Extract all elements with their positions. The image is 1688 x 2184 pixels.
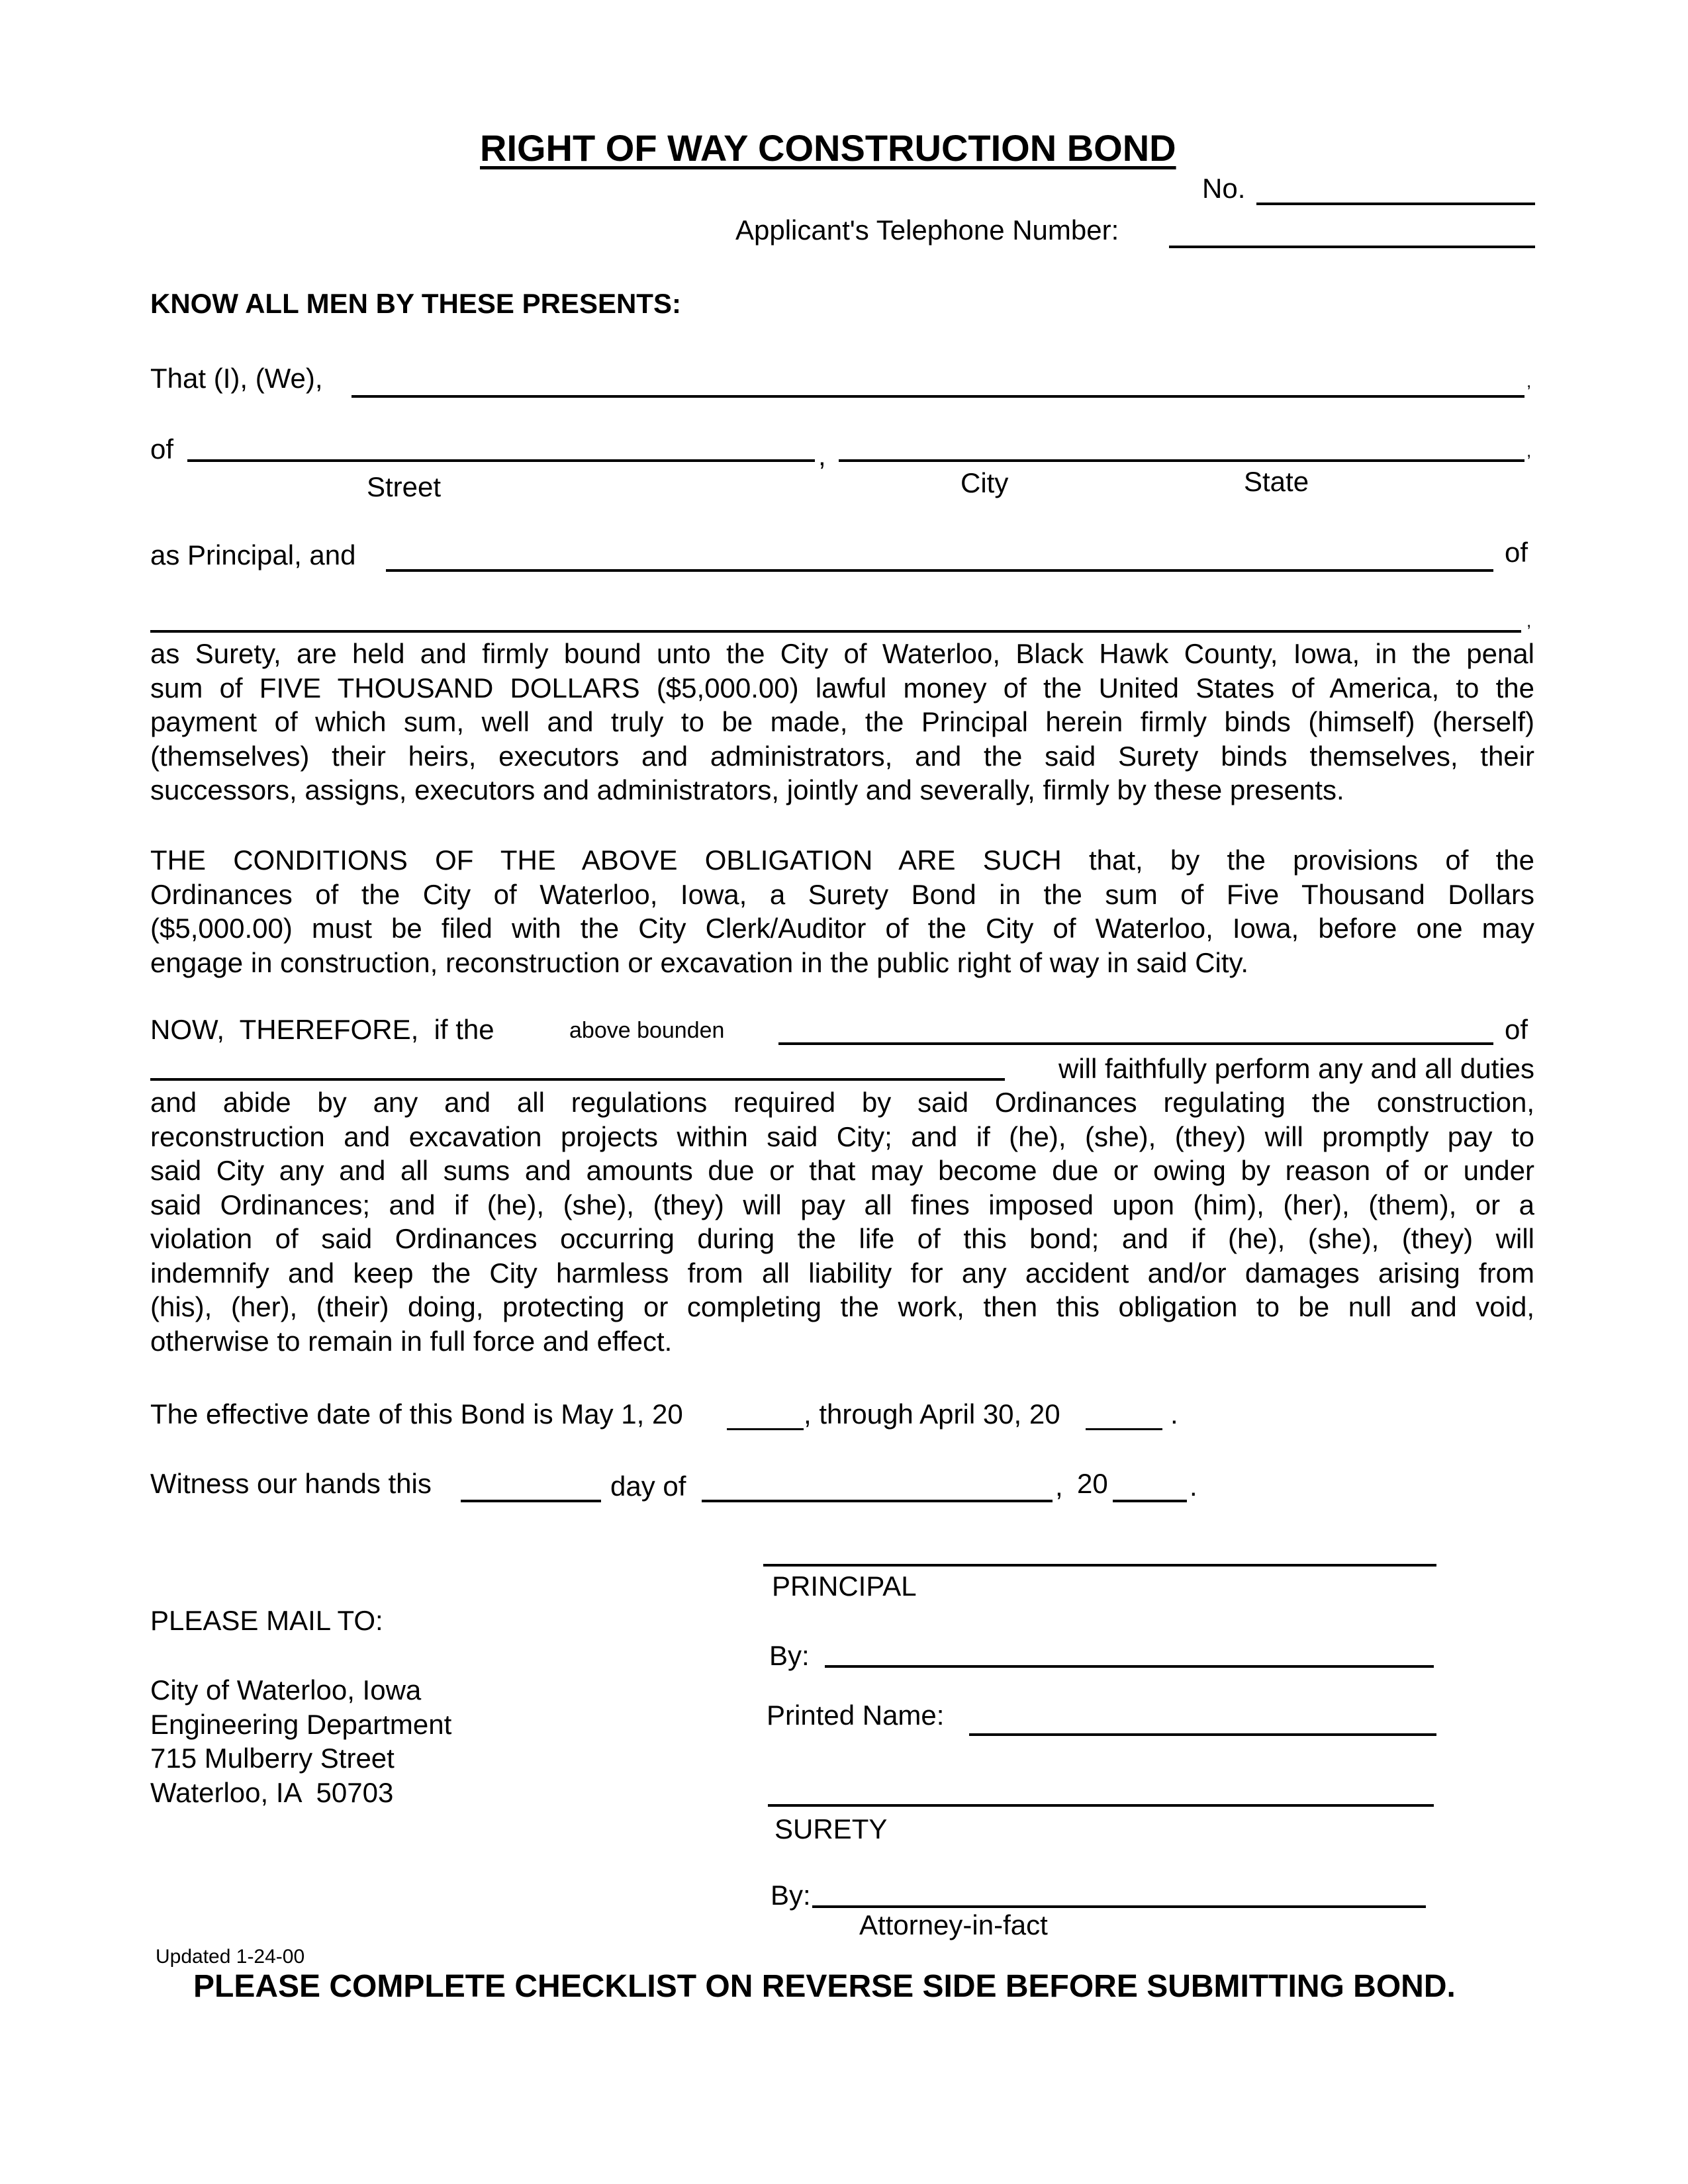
obligation-paragraph bbox=[150, 1085, 1534, 1358]
of-label: of bbox=[1505, 1014, 1528, 1045]
street-caption: Street bbox=[367, 471, 442, 502]
principal-name-field[interactable] bbox=[352, 395, 1524, 398]
state-caption: State bbox=[1244, 466, 1309, 497]
witness-day-field[interactable] bbox=[461, 1500, 601, 1502]
comma: , bbox=[1526, 441, 1532, 461]
by-label: By: bbox=[771, 1880, 811, 1911]
text-line: as Surety, are held and firmly bound unto the City of Waterloo, Black Hawk County, Iowa, in the penal bbox=[150, 638, 1534, 669]
text-line: (his), (her), (their) doing, protecting or completing the work, then this obligation to be null and void, bbox=[150, 1291, 1534, 1322]
text-line: otherwise to remain in full force and effect. bbox=[150, 1325, 673, 1357]
end-year-field[interactable] bbox=[1086, 1428, 1162, 1430]
of-label: of bbox=[1505, 537, 1528, 568]
phone-label: Applicant's Telephone Number: bbox=[735, 214, 1119, 246]
of-label: of bbox=[150, 433, 174, 465]
mail-address-line: 715 Mulberry Street bbox=[150, 1743, 395, 1774]
surety-address-field[interactable] bbox=[150, 630, 1521, 633]
printed-name-label: Printed Name: bbox=[767, 1700, 945, 1731]
bond-number-label: No. bbox=[1202, 173, 1246, 204]
will-faithfully-label: will faithfully perform any and all duties bbox=[1058, 1053, 1534, 1084]
printed-name-field[interactable] bbox=[969, 1733, 1436, 1736]
page-title: RIGHT OF WAY CONSTRUCTION BOND bbox=[480, 127, 1176, 169]
as-principal-label: as Principal, and bbox=[150, 539, 356, 570]
city-state-field[interactable] bbox=[839, 459, 1524, 462]
mail-address-line: City of Waterloo, Iowa bbox=[150, 1674, 422, 1706]
text-line: THE CONDITIONS OF THE ABOVE OBLIGATION ARE SUCH that, by the provisions of the bbox=[150, 844, 1534, 876]
principal-by-field[interactable] bbox=[825, 1665, 1434, 1668]
period: . bbox=[1170, 1398, 1178, 1430]
text-line: sum of FIVE THOUSAND DOLLARS ($5,000.00) lawful money of the United States of America, to the bbox=[150, 672, 1534, 704]
text-line: reconstruction and excavation projects within said City; and if (he), (she), (they) will promptly pay to bbox=[150, 1120, 1534, 1152]
text-line: ($5,000.00) must be filed with the City Clerk/Auditor of the City of Waterloo, Iowa, before one may bbox=[150, 913, 1534, 944]
conditions-paragraph bbox=[150, 843, 1534, 979]
text-line: violation of said Ordinances occurring during the life of this bond; and if (he), (she), (they) will bbox=[150, 1223, 1534, 1254]
above-bounden-label: above bounden bbox=[569, 1018, 725, 1043]
text-line: said City any and all sums and amounts due or that may become due or owing by reason of or under bbox=[150, 1155, 1534, 1186]
text-line: successors, assigns, executors and administrators, jointly and severally, firmly by these presents. bbox=[150, 774, 1344, 805]
surety-caption: SURETY bbox=[774, 1813, 888, 1844]
effective-date-label: The effective date of this Bond is May 1, 20 bbox=[150, 1398, 683, 1430]
witness-month-field[interactable] bbox=[702, 1500, 1053, 1502]
year-prefix: 20 bbox=[1077, 1468, 1108, 1499]
mail-address-line: Engineering Department bbox=[150, 1709, 452, 1740]
text-line: (themselves) their heirs, executors and administrators, and the said Surety binds themselves, their bbox=[150, 740, 1534, 772]
start-year-field[interactable] bbox=[727, 1428, 804, 1430]
period: . bbox=[1190, 1471, 1197, 1502]
bounden-address-field[interactable] bbox=[150, 1078, 1005, 1081]
mail-to-heading: PLEASE MAIL TO: bbox=[150, 1605, 383, 1636]
principal-caption: PRINCIPAL bbox=[772, 1570, 917, 1602]
text-line: said Ordinances; and if (he), (she), (they) will pay all fines imposed upon (him), (her), (them), or a bbox=[150, 1189, 1534, 1220]
comma: , bbox=[1055, 1471, 1063, 1502]
attorney-caption: Attorney-in-fact bbox=[859, 1909, 1048, 1940]
street-field[interactable] bbox=[187, 459, 815, 462]
now-therefore-label: NOW, THEREFORE, if the bbox=[150, 1014, 494, 1045]
text-line: indemnify and keep the City harmless from all liability for any accident and/or damages arising from bbox=[150, 1257, 1534, 1289]
text-line: Ordinances of the City of Waterloo, Iowa, a Surety Bond in the sum of Five Thousand Dollars bbox=[150, 878, 1534, 910]
footer-notice: PLEASE COMPLETE CHECKLIST ON REVERSE SIDE BEFORE SUBMITTING BOND. bbox=[193, 1969, 1456, 2004]
text-line: engage in construction, reconstruction or excavation in the public right of way in said City. bbox=[150, 946, 1249, 978]
witness-label: Witness our hands this bbox=[150, 1468, 432, 1499]
principal-signature-field[interactable] bbox=[763, 1564, 1436, 1567]
updated-date: Updated 1-24-00 bbox=[156, 1946, 305, 1968]
surety-signature-field[interactable] bbox=[768, 1804, 1434, 1807]
surety-name-field[interactable] bbox=[386, 569, 1493, 572]
mail-address-line: Waterloo, IA 50703 bbox=[150, 1777, 394, 1808]
text-line: payment of which sum, well and truly to be made, the Principal herein firmly binds (himself) (herself) bbox=[150, 706, 1534, 737]
comma: , bbox=[818, 440, 826, 471]
by-label: By: bbox=[769, 1640, 810, 1671]
know-all-heading: KNOW ALL MEN BY THESE PRESENTS: bbox=[150, 288, 681, 319]
surety-by-field[interactable] bbox=[812, 1905, 1426, 1908]
that-label: That (I), (We), bbox=[150, 363, 323, 394]
bounden-name-field[interactable] bbox=[778, 1042, 1493, 1045]
comma: , bbox=[1526, 371, 1532, 391]
surety-paragraph bbox=[150, 637, 1534, 807]
city-caption: City bbox=[961, 467, 1009, 498]
phone-field[interactable] bbox=[1169, 246, 1535, 248]
text-line: and abide by any and all regulations required by said Ordinances regulating the construction, bbox=[150, 1087, 1534, 1118]
through-label: , through April 30, 20 bbox=[804, 1398, 1060, 1430]
bond-number-field[interactable] bbox=[1256, 203, 1535, 205]
comma: , bbox=[1526, 611, 1532, 631]
day-of-label: day of bbox=[610, 1471, 686, 1502]
witness-year-field[interactable] bbox=[1113, 1500, 1187, 1502]
